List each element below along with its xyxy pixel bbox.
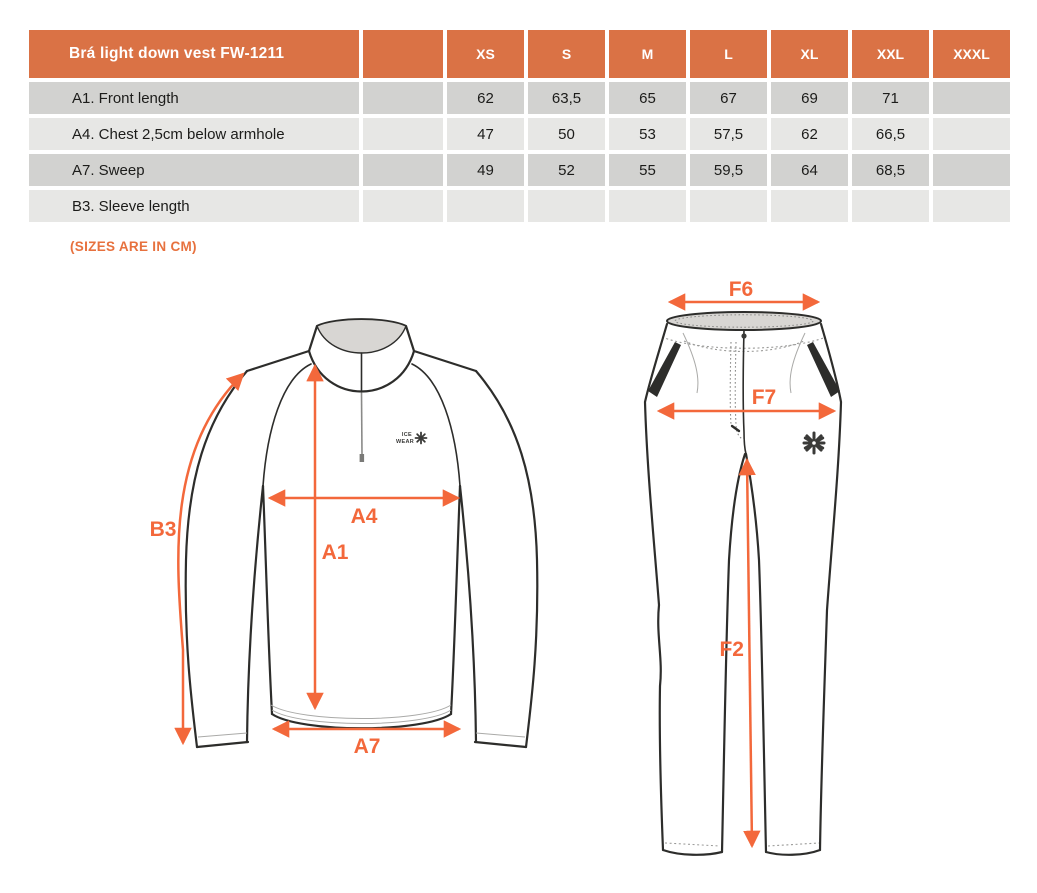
f7-label: F7 xyxy=(751,386,777,409)
shirt-sleeve-left-outer xyxy=(186,371,247,747)
shirt-sleeve-left-inner xyxy=(247,486,263,742)
table-value-cell: 57,5 xyxy=(690,118,767,150)
row-label-cell: A4. Chest 2,5cm below armhole xyxy=(29,118,359,150)
pants-fly-bartack xyxy=(732,426,739,431)
pants-hem-stitch-right xyxy=(768,843,819,846)
shirt-hem-stitch-2 xyxy=(272,710,451,724)
row-label-cell: A7. Sweep xyxy=(29,154,359,186)
shirt-measure-a4 xyxy=(270,498,458,528)
size-header-xxl: XXL xyxy=(852,30,929,78)
table-value-cell: 71 xyxy=(852,82,929,114)
shirt-cuff-left xyxy=(197,742,248,747)
pants-outer-seam-right xyxy=(820,324,841,850)
shirt-hem-stitch xyxy=(271,705,451,719)
pants-measure-f7 xyxy=(659,386,834,411)
pants-hem-stitch-left xyxy=(665,843,720,846)
table-value-cell: 62 xyxy=(447,82,524,114)
b3-label: B3 xyxy=(149,518,177,541)
shirt-cuff-right-stitch xyxy=(476,733,525,737)
shirt-sleeve-right-outer xyxy=(476,371,537,747)
shirt-zipper-line xyxy=(362,393,363,455)
f2-arrow xyxy=(747,460,752,846)
logo-text-bottom: WEAR xyxy=(395,439,414,445)
pants-snowflake-icon xyxy=(804,433,824,453)
shirt-measure-a7 xyxy=(274,729,459,758)
table-value-cell: 69 xyxy=(771,82,848,114)
table-value-cell: 67 xyxy=(690,82,767,114)
table-value-cell: 68,5 xyxy=(852,154,929,186)
f2-label: F2 xyxy=(719,638,744,661)
f6-label: F6 xyxy=(728,278,754,301)
size-header-xs: XS xyxy=(447,30,524,78)
logo-text-top: ICE xyxy=(401,432,412,438)
table-value-cell: 62 xyxy=(771,118,848,150)
a4-label: A4 xyxy=(350,505,378,528)
size-header-s: S xyxy=(528,30,605,78)
shirt-raglan-seam-left xyxy=(263,364,311,486)
pants-hem-left xyxy=(663,850,722,855)
sizes-note: (SIZES ARE IN CM) xyxy=(70,239,197,254)
logo-snowflake-icon xyxy=(416,433,427,444)
table-value-cell: 49 xyxy=(447,154,524,186)
table-value-cell: 66,5 xyxy=(852,118,929,150)
row-label-cell: B3. Sleeve length xyxy=(29,190,359,222)
table-value-cell: 52 xyxy=(528,154,605,186)
pants-hem-right xyxy=(766,850,820,855)
pants-outer-seam-left xyxy=(645,324,667,850)
pants-pocket-right xyxy=(807,342,840,397)
table-value-cell: 63,5 xyxy=(528,82,605,114)
icewear-logo xyxy=(396,432,427,445)
shirt-collar-inner-fill xyxy=(317,319,406,353)
shirt-shoulder-right xyxy=(414,351,476,371)
shirt-shoulder-left xyxy=(247,351,309,371)
shirt-drawing xyxy=(150,319,538,758)
shirt-measure-b3 xyxy=(150,374,243,743)
a1-label: A1 xyxy=(321,541,349,564)
size-header-xl: XL xyxy=(771,30,848,78)
pants-measure-f6 xyxy=(670,278,818,302)
shirt-body-side-right xyxy=(451,486,460,714)
size-header-l: L xyxy=(690,30,767,78)
shirt-raglan-seam-right xyxy=(412,364,460,486)
size-header-m: M xyxy=(609,30,686,78)
table-value-cell: 59,5 xyxy=(690,154,767,186)
shirt-body-side-left xyxy=(263,486,272,714)
pants-drawing xyxy=(645,278,841,855)
shirt-sleeve-right-inner xyxy=(460,486,476,742)
table-value-cell: 64 xyxy=(771,154,848,186)
row-label-cell: A1. Front length xyxy=(29,82,359,114)
table-value-cell: 65 xyxy=(609,82,686,114)
table-title-cell: Brá light down vest FW-1211 xyxy=(29,30,359,78)
table-value-cell: 50 xyxy=(528,118,605,150)
shirt-measure-a1 xyxy=(315,366,349,708)
table-value-cell: 47 xyxy=(447,118,524,150)
shirt-cuff-right xyxy=(475,742,526,747)
table-value-cell: 53 xyxy=(609,118,686,150)
shirt-zipper-pull xyxy=(360,454,365,462)
shirt-hem-edge xyxy=(272,714,451,728)
a7-label: A7 xyxy=(353,735,381,758)
pants-button xyxy=(741,333,746,338)
shirt-cuff-left-stitch xyxy=(198,733,247,737)
size-header-xxxl: XXXL xyxy=(933,30,1010,78)
table-value-cell: 55 xyxy=(609,154,686,186)
